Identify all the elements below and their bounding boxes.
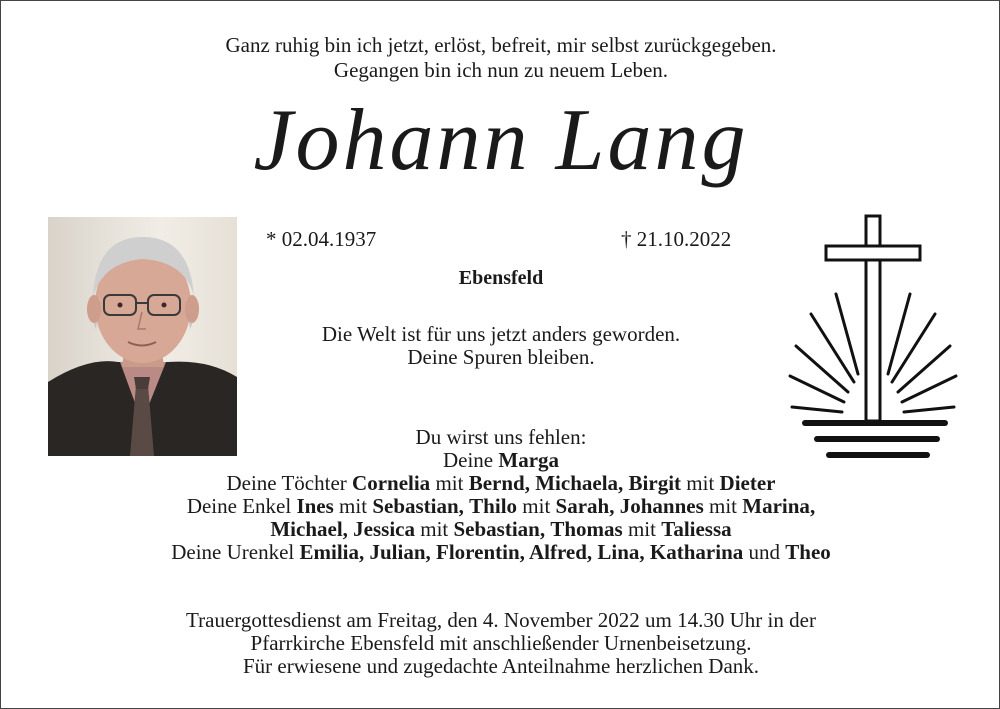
service-info — [1, 609, 1000, 678]
place-of-residence: Ebensfeld — [458, 267, 544, 289]
death-date: 21.10.2022 — [636, 227, 732, 251]
mourners-daughters-line — [1, 472, 1000, 495]
deceased-name: Johann Lang — [253, 92, 749, 189]
grandchild-name: Ines — [296, 494, 334, 518]
daughter-name: Michaela, — [535, 471, 624, 495]
great-grandchildren-prefix: Deine Urenkel — [171, 540, 295, 564]
partner-name: Sarah, — [555, 494, 615, 518]
with-word: mit — [339, 494, 368, 518]
birth-date: 02.04.1937 — [281, 227, 377, 251]
with-word: mit — [686, 471, 715, 495]
with-word: mit — [435, 471, 464, 495]
service-line-1: Trauergottesdienst am Freitag, den 4. November 2022 um 14.30 Uhr in der — [186, 608, 816, 632]
grandchild-names: Michael, Jessica — [270, 517, 415, 541]
partner-name: Marina, — [742, 494, 816, 518]
with-word: mit — [627, 517, 656, 541]
service-line-3: Für erwiesene und zugedachte Anteilnahme herzlichen Dank. — [242, 654, 760, 678]
quote-block — [251, 323, 751, 369]
partner-name: Taliessa — [661, 517, 732, 541]
partner-name: Bernd, — [468, 471, 530, 495]
grandchildren-prefix: Deine Enkel — [186, 494, 292, 518]
mourners-wife-line — [1, 449, 1000, 472]
wife-prefix: Deine — [442, 448, 494, 472]
great-grandchildren-names: Emilia, Julian, Florentin, Alfred, Lina, Katharina — [299, 540, 744, 564]
quote-line-2: Deine Spuren bleiben. — [407, 345, 595, 369]
daughter-name: Cornelia — [352, 471, 431, 495]
mourners-block — [1, 426, 1000, 564]
grandchild-name: Thilo — [469, 494, 518, 518]
great-grandchild-name: Theo — [785, 540, 831, 564]
mourners-grandchildren-line-2 — [1, 518, 1000, 541]
grandchild-name: Thomas — [550, 517, 623, 541]
mourners-intro: Du wirst uns fehlen: — [415, 425, 587, 449]
partner-name: Sebastian, — [453, 517, 546, 541]
daughters-prefix: Deine Töchter — [226, 471, 347, 495]
birth-date-line — [266, 227, 376, 252]
with-word: mit — [522, 494, 551, 518]
mourners-great-grandchildren-line — [1, 541, 1000, 564]
wife-name: Marga — [498, 448, 560, 472]
verse-line-2: Gegangen bin ich nun zu neuem Leben. — [333, 58, 669, 82]
opening-verse — [1, 33, 1000, 83]
mourners-grandchildren-line-1 — [1, 495, 1000, 518]
birth-star-icon: * — [266, 227, 277, 251]
with-word: mit — [420, 517, 449, 541]
service-line-2: Pfarrkirche Ebensfeld mit anschließender Urnenbeisetzung. — [250, 631, 752, 655]
daughter-name: Birgit — [628, 471, 682, 495]
quote-line-1: Die Welt ist für uns jetzt anders geworden. — [321, 322, 681, 346]
death-date-line — [621, 227, 731, 252]
portrait-photo — [48, 217, 237, 456]
verse-line-1: Ganz ruhig bin ich jetzt, erlöst, befreit, mir selbst zurückgegeben. — [225, 33, 777, 57]
grandchild-name: Johannes — [619, 494, 704, 518]
with-word: mit — [709, 494, 738, 518]
partner-name: Dieter — [719, 471, 776, 495]
and-word: und — [748, 540, 781, 564]
death-cross-icon: † — [621, 227, 632, 251]
partner-name: Sebastian, — [372, 494, 464, 518]
